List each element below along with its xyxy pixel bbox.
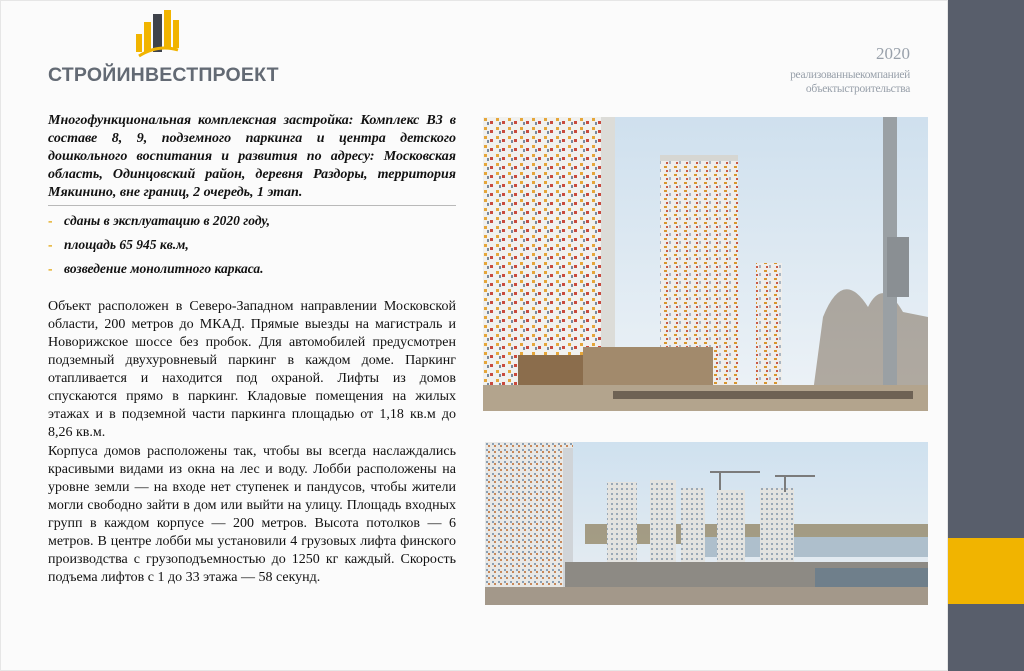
right-sidebar [948, 0, 1024, 671]
project-facts-list [48, 209, 270, 281]
list-item [48, 209, 270, 233]
company-name: СТРОЙИНВЕСТПРОЕКТ [48, 64, 279, 86]
lobby-paragraph: Корпуса домов расположены так, чтобы вы всегда наслаждались красивыми видами из окна на лес и воду. Лобби расположены на уровне земли — на входе нет ступенек и пандусов, чтобы жители могли свободно зайти в дом или выйти на улицу. Площадь входных групп в каждом корпусе — 200 метров. Высота потолков — 6 метров. В центре лобби мы установили 4 грузовых лифта финского производства с грузоподъемностью до 1250 кг каждый. Скорость подъема лифтов с 1 до 33 этажа — 58 секунд. [48, 444, 456, 585]
building-photo-closeup [483, 117, 928, 411]
list-item [48, 233, 270, 257]
subtitle-line-1: реализованныекомпанией [790, 69, 910, 81]
sidebar-accent-block [948, 538, 1024, 604]
fact-text: площадь 65 945 кв.м, [64, 237, 189, 252]
building-bars-logo-icon [136, 10, 180, 58]
bullet-dash: - [48, 261, 53, 276]
complex-aerial-photo [485, 442, 928, 605]
subtitle [790, 68, 910, 96]
subtitle-line-2: объектыстроительства [805, 83, 910, 95]
project-title: Многофункциональная комплексная застройка: Комплекс В3 в составе 8, 9, подземного паркинга и центра детского дошкольного воспитания и развития по адресу: Московская область, Одинцовский район, деревня Раздоры, территория Мякинино, вне границ, 2 очередь, 1 этап. [48, 112, 456, 206]
list-item [48, 257, 270, 281]
fact-text: сданы в эксплуатацию в 2020 году, [64, 213, 271, 228]
bullet-dash: - [48, 237, 53, 252]
location-paragraph: Объект расположен в Северо-Западном направлении Московской области, 200 метров до МКАД. Прямые выезды на магистраль и Новорижское шоссе без пробок. Для автомобилей предусмотрен подземный двухуровневый паркинг в каждом доме. Паркинг отапливается и находится под охраной. Лифты из домов спускаются прямо в паркинг. Кладовые помещения на жилых этажах и в подземной части паркинга площадью от 1,18 кв.м до 8,26 кв.м. [48, 299, 456, 440]
year-label: 2020 [876, 44, 910, 63]
company-logo [48, 10, 288, 88]
bullet-dash: - [48, 213, 53, 228]
fact-text: возведение монолитного каркаса. [64, 261, 264, 276]
